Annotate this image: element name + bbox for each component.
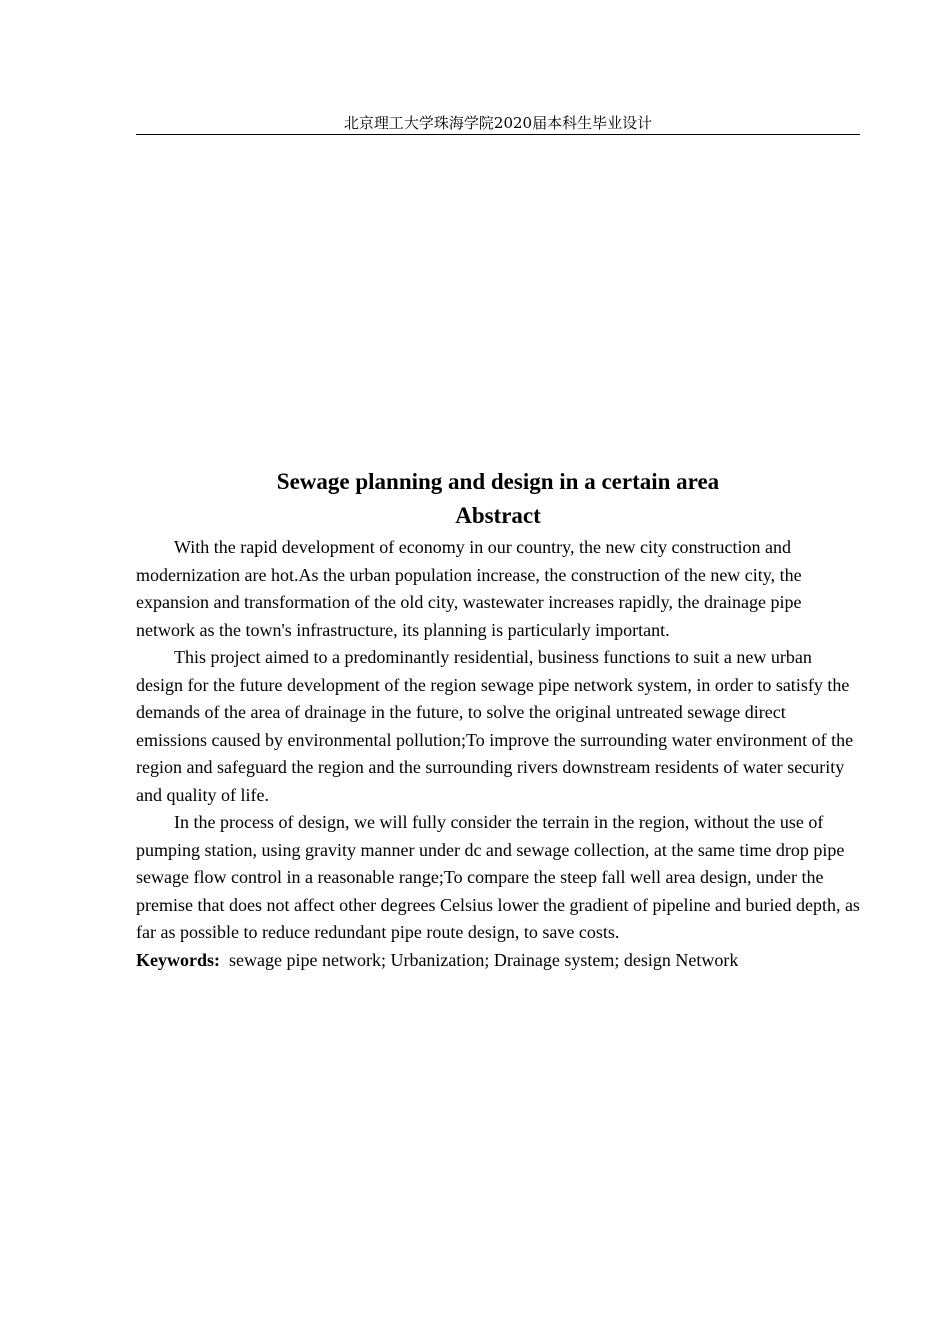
abstract-heading: Abstract — [455, 503, 541, 528]
header-text: 北京理工大学珠海学院2020届本科生毕业设计 — [343, 114, 653, 132]
abstract-paragraph-2: This project aimed to a predominantly residential, business functions to suit a new urban design for the future development of the region sewage pipe network system, in order to satisfy the demands of the area of drainage in the future, to solve the original untreated sewage direct emissions caused by environmental pollution;To improve the surrounding water environment of the region and safeguard the region and the surrounding rivers downstream residents of water security and quality of life. — [136, 647, 854, 805]
abstract-paragraph-1: With the rapid development of economy in our country, the new city construction and modernization are hot.As the urban population increase, the construction of the new city, the expansion and transformation of the old city, wastewater increases rapidly, the drainage pipe network as the town's infrastructure, its planning is particularly important. — [136, 537, 802, 640]
page-header — [136, 112, 860, 135]
keywords-label: Keywords: — [136, 949, 220, 970]
abstract-paragraph-3: In the process of design, we will fully consider the terrain in the region, without the use of pumping station, using gravity manner under dc and sewage collection, at the same time drop pipe sewage flow control in a reasonable range;To compare the steep fall well area design, under the premise that does not affect other degrees Celsius lower the gradient of pipeline and buried depth, as far as possible to reduce redundant pipe route design, to save costs. — [136, 812, 860, 942]
abstract-section — [136, 466, 860, 974]
keywords-line — [136, 947, 860, 975]
paper-title: Sewage planning and design in a certain area — [276, 469, 720, 494]
keywords-text: sewage pipe network; Urbanization; Drainage system; design Network — [229, 949, 739, 970]
abstract-body — [136, 534, 860, 974]
